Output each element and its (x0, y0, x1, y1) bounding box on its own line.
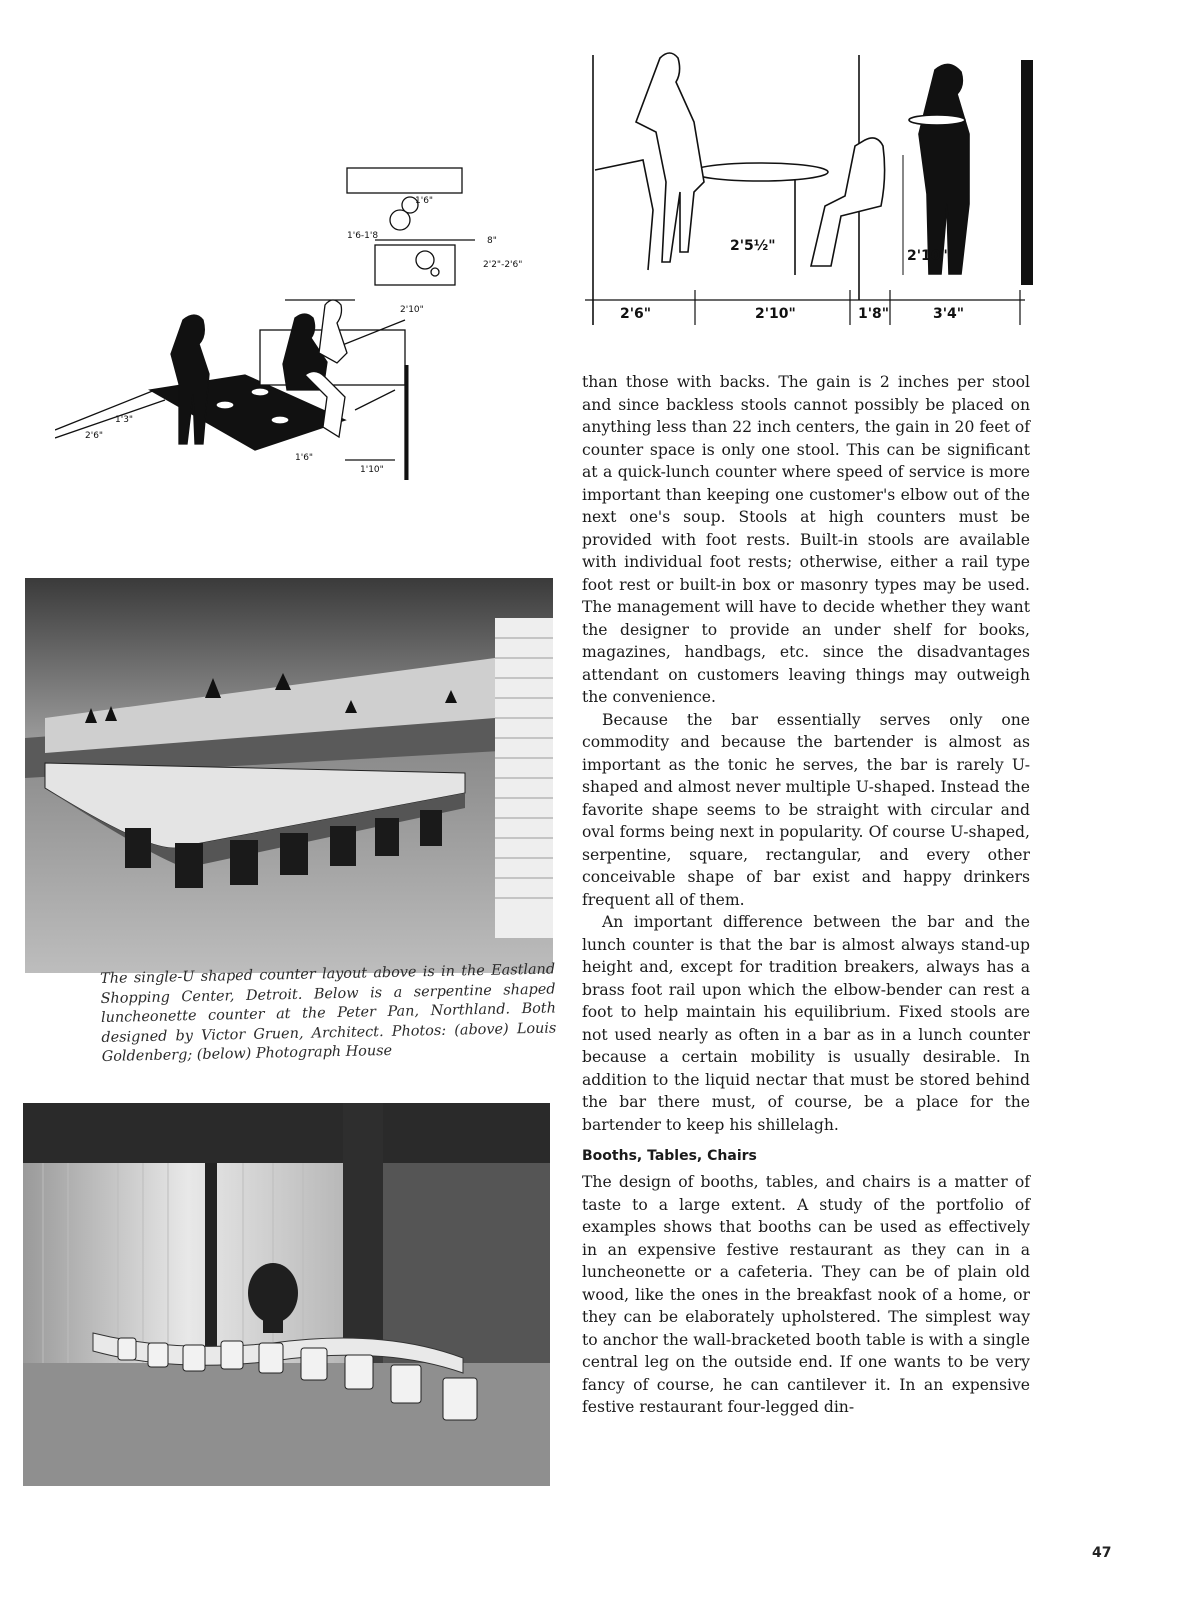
dim-elev-1: 2'10" (755, 306, 796, 322)
photo-serpentine-counter (23, 1103, 550, 1486)
body-paragraph: The design of booths, tables, and chairs is a matter of taste to a large extent. A study of the portfolio of examples shows that booths can be used as effectively in an expensive festive restaurant as they can in a luncheonette or a cafeteria. They can be of plain old wood, like the ones in the breakfast nook of a home, or they can be elaborately upholstered. The simplest way to anchor the wall-bracketed booth table is with a single central leg on the outside end. If one wants to be very fancy of course, he can cantilever it. In an expensive festive restaurant four-legged din- (582, 1173, 1030, 1416)
dim-plan-7: 1'6" (295, 453, 314, 463)
dim-plan-3: 2'2"-2'6" (483, 260, 523, 270)
section-heading: Booths, Tables, Chairs (582, 1148, 757, 1164)
dim-elev-3: 3'4" (933, 306, 965, 322)
booth-elevation-drawing (585, 50, 1045, 340)
body-text-column (582, 371, 1030, 1419)
page-number: 47 (1092, 1545, 1112, 1561)
dim-elev-0: 2'6" (620, 306, 652, 322)
sign-box (347, 168, 462, 193)
photo-u-counter (25, 578, 553, 973)
dim-plan-6: 2'6" (85, 431, 104, 441)
dim-plan-0: 1'6" (415, 196, 434, 206)
dim-plan-4: 2'10" (400, 305, 424, 315)
dim-plan-8: 1'10" (360, 465, 384, 475)
photo-caption: The single-U shaped counter layout above is in the Eastland Shopping Center, Detroit. Below is a serpentine shaped luncheonette counter at the Peter Pan, Northland. Both designed by Victor Gruen, Architect. Photos: (above) Louis Goldenberg; (below) Photograph House (100, 961, 557, 1065)
dim-elev-2: 1'8" (858, 306, 890, 322)
dim-plan-5: 1'3" (115, 415, 134, 425)
body-paragraph: than those with backs. The gain is 2 inches per stool and since backless stools cannot possibly be placed on anything less than 22 inch centers, the gain in 20 feet of counter space is only one stool. This can be significant at a quick-lunch counter where speed of service is more important than keeping one customer's elbow out of the next one's soup. Stools at high counters must be provided with foot rests. Built-in stools are available with individual foot rests; otherwise, either a rail type foot rest or built-in box or masonry types may be used. The management will have to decide whether they want the designer to provide an under shelf for books, magazines, handbags, etc. since the disadvantages attendant on customers leaving things may outweigh the convenience. (582, 373, 1030, 706)
dim-plan-2: 8" (487, 236, 497, 246)
body-paragraph: An important difference between the bar and the lunch counter is that the bar is almost always stand-up height and, except for tradition breakers, always has a brass foot rail upon which the elbow-bender can rest a foot to help maintain his equilibrium. Fixed stools are not used nearly as often in a bar as in a lunch counter because a certain mobility is usually desirable. In addition to the liquid nectar that must be stored behind the bar there must, of course, be a place for the bartender to keep his shillelagh. (582, 913, 1030, 1134)
dim-plan-1: 1'6-1'8 (347, 231, 379, 241)
height-label-table: 2'5½" (730, 238, 776, 254)
body-paragraph: Because the bar essentially serves only one commodity and because the bartender is almost as important as the tonic he serves, the bar is rarely U-shaped and almost never multiple U-shaped. Instead the favorite shape seems to be straight with circular and oval forms being next in popularity. Of course U-shaped, serpentine, square, rectangular, and every other conceivable shape of bar exist and happy drinkers frequent all of them. (582, 710, 1030, 909)
counter-plan-drawing (55, 160, 555, 520)
height-label-counter: 2'10" (907, 248, 948, 264)
figure-standing-left (171, 315, 209, 444)
